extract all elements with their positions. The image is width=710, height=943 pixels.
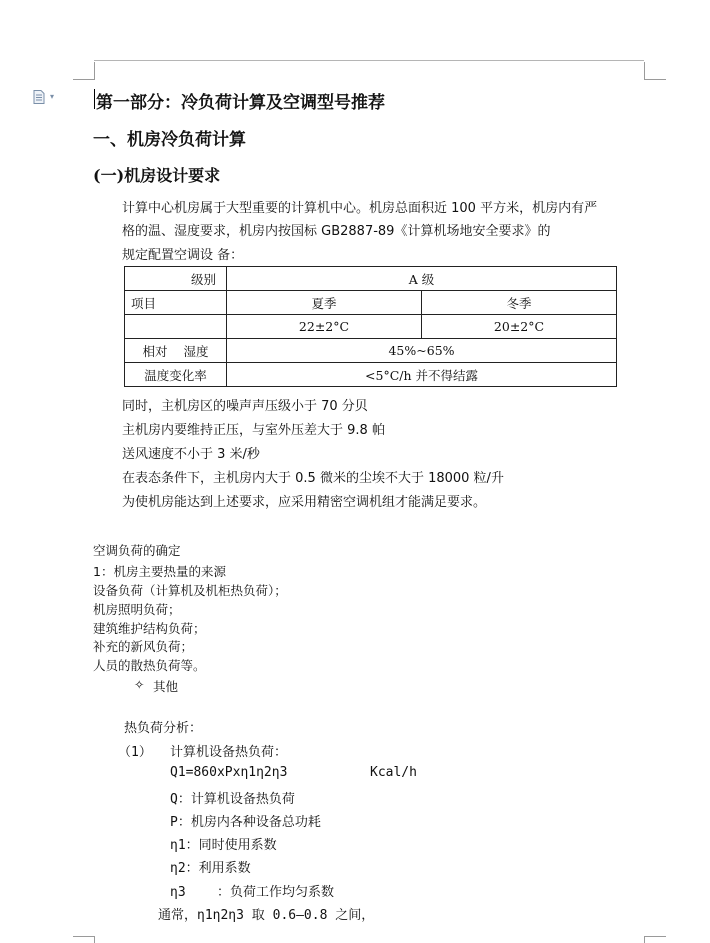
list-item-other: 其他 (153, 679, 179, 694)
temp-change-label-cell: 温度变化率 (125, 363, 227, 387)
document-icon[interactable] (33, 90, 45, 104)
table-row (125, 315, 617, 339)
definition-line: η3 ：负荷工作均匀系数 (170, 885, 334, 900)
winter-label-cell: 冬季 (422, 291, 617, 315)
grade-value-cell: A 级 (227, 267, 617, 291)
definition-line: P：机房内各种设备总功耗 (170, 815, 321, 830)
load-section-title: 空调负荷的确定 (93, 543, 181, 558)
intro-line-1: 计算中心机房属于大型重要的计算机中心。机房总面积近 100 平方米，机房内有严 (122, 201, 598, 216)
list-item: 机房照明负荷； (93, 602, 181, 617)
summer-temp-cell: 22±2°C (227, 315, 422, 339)
requirement-line: 送风速度不小于 3 米/秒 (122, 447, 260, 462)
formula: Q1=860xPxη1η2η3 (170, 765, 288, 780)
requirements-table (124, 266, 617, 387)
list-item: 1：机房主要热量的来源 (93, 564, 226, 579)
part-heading: 第一部分：冷负荷计算及空调型号推荐 (96, 93, 385, 113)
table-row (125, 339, 617, 363)
requirement-line: 为使机房能达到上述要求，应采用精密空调机组才能满足要求。 (122, 495, 487, 510)
table-row (125, 267, 617, 291)
crop-mark-top-left (73, 62, 95, 80)
analysis-title: 热负荷分析： (124, 721, 203, 736)
chevron-down-icon[interactable]: ▾ (50, 92, 55, 101)
intro-line-3: 规定配置空调设 备： (122, 248, 244, 263)
humidity-value-cell: 45%~65% (227, 339, 617, 363)
table-row (125, 291, 617, 315)
list-item: 设备负荷（计算机及机柜热负荷）； (93, 583, 287, 598)
definition-line: η2：利用系数 (170, 861, 251, 876)
definition-line: Q：计算机设备热负荷 (170, 792, 295, 807)
list-item: 补充的新风负荷； (93, 639, 194, 654)
definition-line: η1：同时使用系数 (170, 838, 277, 853)
item-label-cell: 项目 (125, 291, 227, 315)
section-heading: 一、机房冷负荷计算 (93, 130, 246, 150)
humidity-label-cell: 相对 湿度 (125, 339, 227, 363)
note-line: 通常，η1η2η3 取 0.6—0.8 之间， (158, 908, 375, 923)
winter-temp-cell: 20±2°C (422, 315, 617, 339)
intro-line-2: 格的温、湿度要求，机房内按国标 GB2887-89《计算机场地安全要求》的 (122, 224, 551, 239)
formula-unit: Kcal/h (370, 765, 417, 780)
table-row (125, 363, 617, 387)
page-top-edge (94, 60, 644, 61)
requirement-line: 在表态条件下，主机房内大于 0.5 微米的尘埃不大于 18000 粒/升 (122, 471, 504, 486)
list-bullet-icon: ✧ (134, 677, 145, 692)
empty-cell (125, 315, 227, 339)
grade-label-cell: 级别 (125, 267, 227, 291)
text-cursor (94, 89, 95, 109)
list-item: 人员的散热负荷等。 (93, 658, 206, 673)
analysis-item-number: （1） (118, 745, 152, 760)
list-item: 建筑维护结构负荷； (93, 621, 206, 636)
requirement-line: 同时，主机房区的噪声声压级小于 70 分贝 (122, 399, 368, 414)
subsection-heading: (一)机房设计要求 (93, 166, 221, 185)
temp-change-value-cell: <5°C/h 并不得结露 (227, 363, 617, 387)
crop-mark-top-right (644, 62, 666, 80)
summer-label-cell: 夏季 (227, 291, 422, 315)
requirement-line: 主机房内要维持正压，与室外压差大于 9.8 帕 (122, 423, 385, 438)
analysis-item-title: 计算机设备热负荷： (170, 745, 288, 760)
